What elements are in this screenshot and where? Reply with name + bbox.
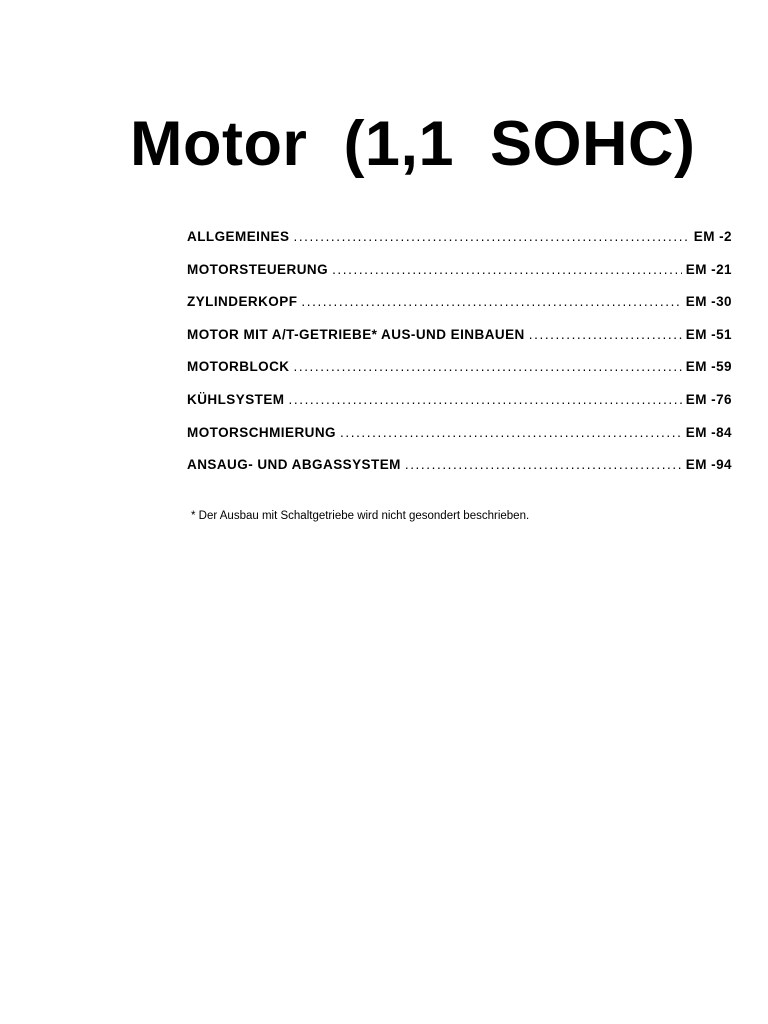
- toc-dot-leader: [294, 359, 682, 374]
- footnote: * Der Ausbau mit Schaltgetriebe wird nicht gesondert beschrieben.: [191, 510, 530, 522]
- toc-entry-label: MOTORSCHMIERUNG: [187, 424, 337, 440]
- toc-entry-page: EM -2: [693, 229, 732, 244]
- toc-entry-kuehlsystem[interactable]: [187, 392, 732, 425]
- toc-entry-motor-aus-und-einbauen[interactable]: [187, 327, 732, 360]
- toc-entry-page: EM -59: [685, 359, 732, 375]
- toc-entry-page: EM -30: [685, 294, 732, 310]
- toc-entry-motorsteuerung[interactable]: [187, 262, 732, 295]
- toc-entry-label: MOTORSTEUERUNG: [187, 261, 329, 277]
- toc-entry-motorblock[interactable]: [187, 359, 732, 392]
- toc-dot-leader: [529, 327, 682, 342]
- toc-entry-page: EM -76: [685, 391, 732, 407]
- toc-entry-label: ZYLINDERKOPF: [187, 294, 298, 310]
- toc-entry-label: ALLGEMEINES: [187, 229, 290, 244]
- toc-entry-page: EM -84: [685, 424, 732, 440]
- toc-entry-page: EM -51: [685, 326, 732, 342]
- toc-dot-leader: [293, 229, 689, 244]
- toc-entry-label: MOTOR MIT A/T-GETRIEBE* AUS-UND EINBAUEN: [187, 326, 525, 342]
- toc-dot-leader: [301, 294, 681, 309]
- toc-entry-motorschmierung[interactable]: [187, 425, 732, 458]
- toc-dot-leader: [405, 457, 682, 472]
- page-title: Motor (1,1 SOHC): [130, 109, 696, 179]
- table-of-contents: [187, 229, 732, 490]
- toc-dot-leader: [289, 392, 682, 407]
- toc-entry-page: EM -21: [685, 261, 732, 277]
- toc-entry-label: KÜHLSYSTEM: [187, 391, 285, 407]
- toc-dot-leader: [332, 262, 682, 277]
- toc-dot-leader: [340, 425, 682, 440]
- toc-entry-label: ANSAUG- UND ABGASSYSTEM: [187, 457, 401, 473]
- toc-entry-allgemeines[interactable]: [187, 229, 732, 262]
- toc-entry-label: MOTORBLOCK: [187, 359, 290, 375]
- toc-entry-page: EM -94: [685, 457, 732, 473]
- toc-entry-zylinderkopf[interactable]: [187, 294, 732, 327]
- toc-entry-ansaug-und-abgassystem[interactable]: [187, 457, 732, 490]
